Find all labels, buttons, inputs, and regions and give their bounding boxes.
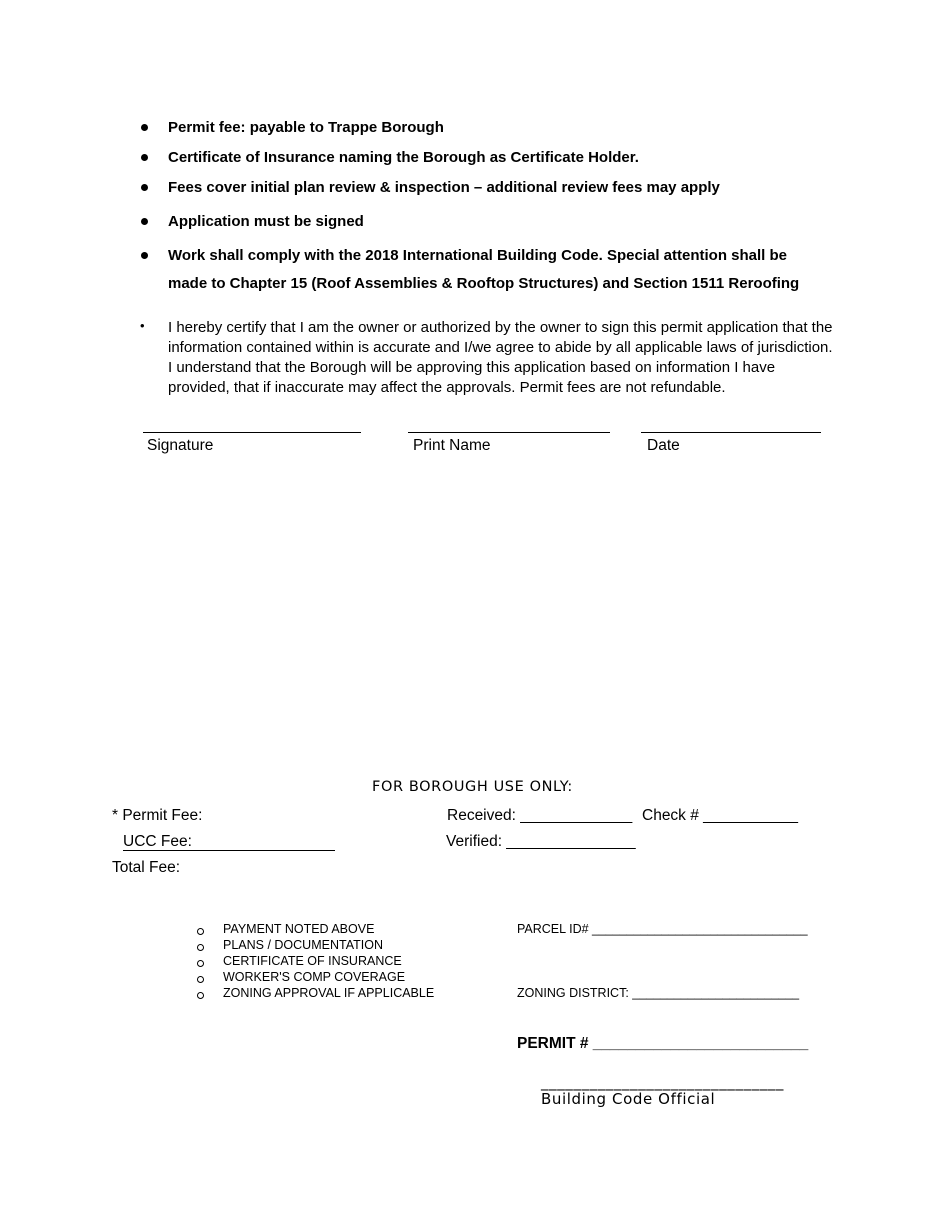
- checkbox-circle-icon[interactable]: [197, 960, 204, 967]
- print-name-line[interactable]: [408, 432, 610, 433]
- official-signature-line[interactable]: ______________________________: [541, 1073, 784, 1091]
- requirement-text: Permit fee: payable to Trappe Borough: [168, 119, 444, 136]
- requirement-text: Fees cover initial plan review & inspection – additional review fees may apply: [168, 179, 720, 196]
- date-line[interactable]: [641, 432, 821, 433]
- signature-label: Signature: [147, 437, 214, 454]
- permit-fee-label: * Permit Fee:: [112, 807, 203, 824]
- checkbox-circle-icon[interactable]: [197, 928, 204, 935]
- print-name-label: Print Name: [413, 437, 491, 454]
- bullet-icon: •: [140, 318, 145, 333]
- requirement-text-continued: made to Chapter 15 (Roof Assemblies & Rooftop Structures) and Section 1511 Reroofing: [168, 275, 800, 292]
- date-label: Date: [647, 437, 680, 454]
- signature-line[interactable]: [143, 432, 361, 433]
- bullet-icon: [141, 184, 148, 191]
- certification-text: I hereby certify that I am the owner or authorized by the owner to sign this permit application that the information contained within is accurate and I/we agree to abide by all applicable laws of jurisdiction. I understand that the Borough will be approving this application based on information I have provided, that if inaccurate may affect the approvals. Permit fees are not refundable.: [168, 319, 833, 396]
- borough-use-title: FOR BOROUGH USE ONLY:: [372, 779, 573, 795]
- checkbox-circle-icon[interactable]: [197, 992, 204, 999]
- requirement-text: Work shall comply with the 2018 International Building Code. Special attention shall be: [168, 247, 787, 264]
- checkbox-circle-icon[interactable]: [197, 976, 204, 983]
- verified-field[interactable]: Verified: _______________: [446, 833, 636, 850]
- parcel-id-field[interactable]: PARCEL ID# _______________________________: [517, 922, 808, 936]
- checklist-item: ZONING APPROVAL IF APPLICABLE: [223, 986, 435, 1000]
- building-code-official-label: Building Code Official: [541, 1090, 716, 1108]
- total-fee-label: Total Fee:: [112, 859, 181, 876]
- requirement-text: Certificate of Insurance naming the Borough as Certificate Holder.: [168, 149, 639, 166]
- bullet-icon: [141, 252, 148, 259]
- zoning-district-field[interactable]: ZONING DISTRICT: ________________________: [517, 986, 800, 1000]
- check-number-field[interactable]: Check # ___________: [642, 807, 798, 824]
- bullet-icon: [141, 154, 148, 161]
- bullet-icon: [141, 124, 148, 131]
- checklist-item: PAYMENT NOTED ABOVE: [223, 922, 375, 936]
- checklist-item: PLANS / DOCUMENTATION: [223, 938, 383, 952]
- received-field[interactable]: Received: _____________: [447, 807, 633, 824]
- permit-number-field[interactable]: PERMIT # _________________________: [517, 1035, 809, 1052]
- checklist-item: WORKER'S COMP COVERAGE: [223, 970, 406, 984]
- checkbox-circle-icon[interactable]: [197, 944, 204, 951]
- bullet-icon: [141, 218, 148, 225]
- ucc-fee-label: UCC Fee:: [123, 833, 335, 851]
- checklist-item: CERTIFICATE OF INSURANCE: [223, 954, 402, 968]
- requirement-text: Application must be signed: [168, 213, 364, 230]
